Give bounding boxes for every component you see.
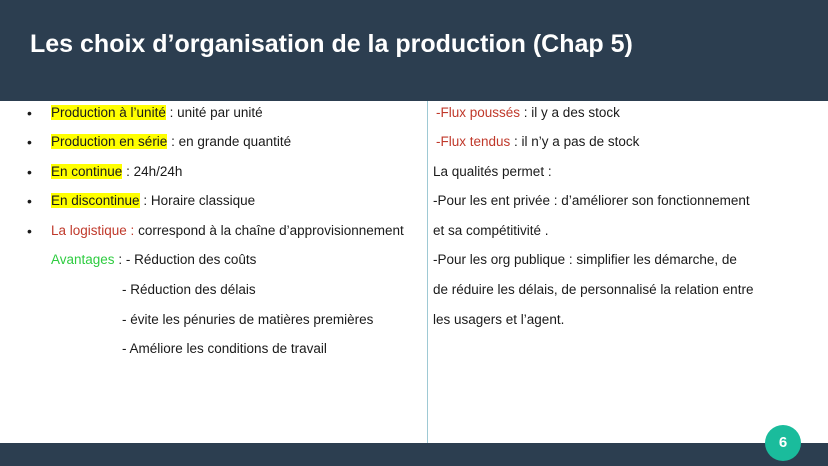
term-highlight: En continue [51, 164, 123, 179]
term-red: -Flux poussés [436, 105, 521, 120]
term-description: : 24h/24h [122, 164, 183, 179]
slide-footer [0, 443, 828, 466]
term-red: -Flux tendus [436, 134, 511, 149]
avantage-item: - Réduction des délais [122, 282, 256, 297]
bullet-dot: • [27, 134, 32, 150]
term-highlight: En discontinue [51, 193, 140, 208]
text-line: La qualités permet : [433, 164, 552, 179]
avantage-item: - Réduction des coûts [125, 252, 257, 267]
column-divider [427, 101, 428, 443]
slide-header [0, 0, 828, 101]
slide-title: Les choix d’organisation de la production (Chap 5) [30, 30, 633, 58]
avantages-label: Avantages [51, 252, 115, 267]
term-description: : il y a des stock [520, 105, 620, 120]
term-red: La logistique : [51, 223, 135, 238]
avantage-item: - évite les pénuries de matières premières [122, 312, 374, 327]
list-item [51, 192, 255, 210]
bullet-dot: • [27, 193, 32, 209]
text-line: de réduire les délais, de personnalisé la relation entre [433, 282, 754, 297]
term-highlight: Production à l’unité [51, 105, 166, 120]
avantages-sep: : [114, 252, 126, 267]
term-description: : unité par unité [165, 105, 263, 120]
text-line: -Pour les ent privée : d’améliorer son fonctionnement [433, 193, 750, 208]
page-number-badge: 6 [765, 425, 801, 461]
bullet-dot: • [27, 105, 32, 121]
list-item [51, 133, 291, 151]
term-description: : Horaire classique [139, 193, 256, 208]
avantage-item: - Améliore les conditions de travail [122, 341, 327, 356]
term-description: : en grande quantité [167, 134, 292, 149]
bullet-dot: • [27, 164, 32, 180]
term-description: : il n’y a pas de stock [510, 134, 640, 149]
avantages-line [51, 251, 256, 269]
text-line: les usagers et l’agent. [433, 312, 565, 327]
flux-pousses-line [436, 104, 620, 122]
flux-tendus-line [436, 133, 639, 151]
text-line: et sa compétitivité . [433, 223, 549, 238]
text-line: -Pour les org publique : simplifier les démarche, de [433, 252, 737, 267]
list-item [51, 104, 263, 122]
term-highlight: Production en série [51, 134, 168, 149]
term-description: correspond à la chaîne d’approvisionnement [134, 223, 404, 238]
list-item [51, 222, 404, 240]
list-item [51, 163, 182, 181]
bullet-dot: • [27, 223, 32, 239]
